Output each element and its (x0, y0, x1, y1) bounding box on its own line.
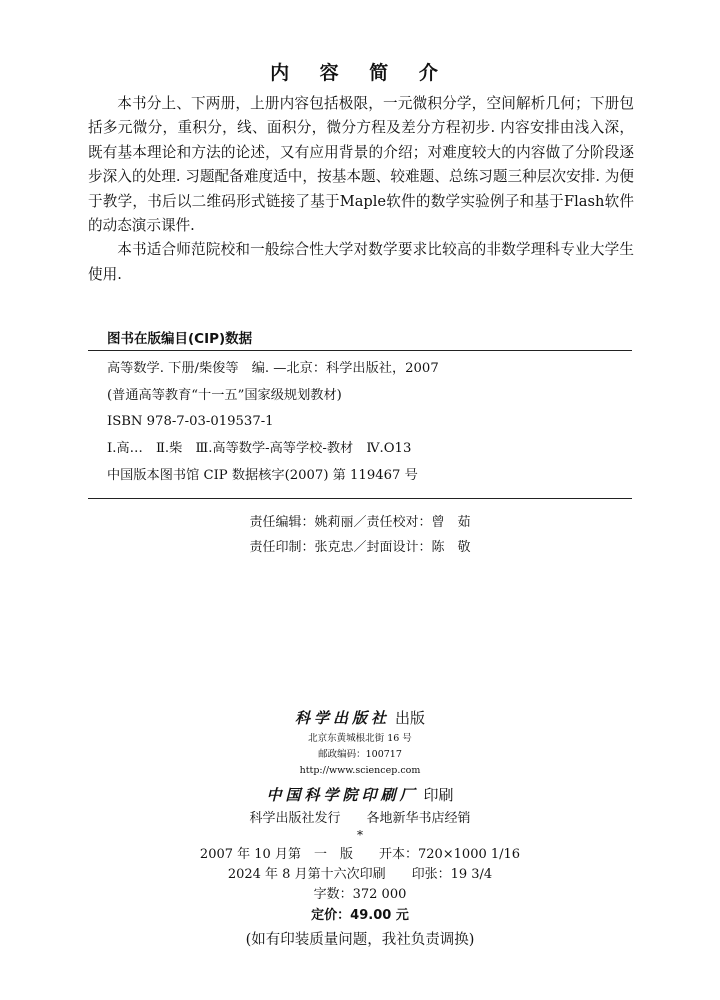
editors-line-1: 责任编辑：姚莉丽／责任校对：曾 茹 (249, 515, 471, 530)
publisher-url: http://www.sciencep.com (299, 765, 421, 776)
edition-line-1: 2007 年 10 月第 一 版 开本：720×1000 1/16 (199, 847, 521, 862)
printer-suffix: 印刷 (423, 786, 454, 804)
summary-paragraph-2: 本书适合师范院校和一般综合性大学对数学要求比较高的非数学理科专业大学生使用. (88, 241, 634, 283)
publisher-suffix: 出版 (395, 709, 426, 727)
publisher-address: 北京东黄城根北街 16 号 (308, 733, 412, 744)
summary-paragraph-1: 本书分上、下两册，上册内容包括极限，一元微积分学，空间解析几何；下册包括多元微分，重积分，线、面积分，微分方程及差分方程初步. 内容安排由浅入深，既有基本理论和方法的论述，又有应用背景的介绍；对难度较大的内容做了分阶段逐步深入的处理. 习题配备难度适中，按基本题、较难题、总练习题三种层次安排. 为便于教学，书后以二维码形式链接了基于Maple软件的数学实验例子和基于Flash软件的动态演示课件. (88, 95, 634, 235)
cip-heading: 图书在版编目(CIP)数据 (107, 331, 253, 347)
responsible-editors (0, 510, 720, 560)
content-summary (88, 92, 634, 287)
price: 定价：49.00 元 (311, 908, 409, 923)
printer-logo: 中国科学院印刷厂 (266, 786, 419, 804)
cip-top-rule (88, 350, 632, 351)
cip-line-isbn: ISBN 978-7-03-019537-1 (107, 414, 274, 430)
cip-line-series: (普通高等教育“十一五”国家级规划教材) (107, 387, 342, 403)
cip-bottom-rule (88, 498, 632, 499)
edition-line-2: 2024 年 8 月第十六次印刷 印张：19 3/4 (227, 867, 493, 882)
word-count: 字数：372 000 (313, 887, 407, 902)
distribution-line: 科学出版社发行 各地新华书店经销 (249, 811, 471, 826)
publisher-logo: 科学出版社 (294, 709, 390, 727)
imprint-block (0, 705, 720, 953)
page-title: 内 容 简 介 (270, 62, 450, 84)
cip-line-subjects: Ⅰ.高… Ⅱ.柴 Ⅲ.高等数学-高等学校-教材 Ⅳ.O13 (107, 441, 412, 457)
editors-line-2: 责任印制：张克忠／封面设计：陈 敬 (249, 540, 471, 555)
cip-line-number: 中国版本图书馆 CIP 数据核字(2007) 第 119467 号 (107, 467, 418, 483)
separator-star: * (357, 828, 363, 842)
quality-notice: (如有印装质量问题，我社负责调换) (245, 932, 475, 948)
cip-line-title: 高等数学. 下册/柴俊等 编. —北京：科学出版社，2007 (107, 361, 439, 376)
cip-record (107, 358, 627, 491)
publisher-postcode: 邮政编码：100717 (318, 749, 402, 760)
